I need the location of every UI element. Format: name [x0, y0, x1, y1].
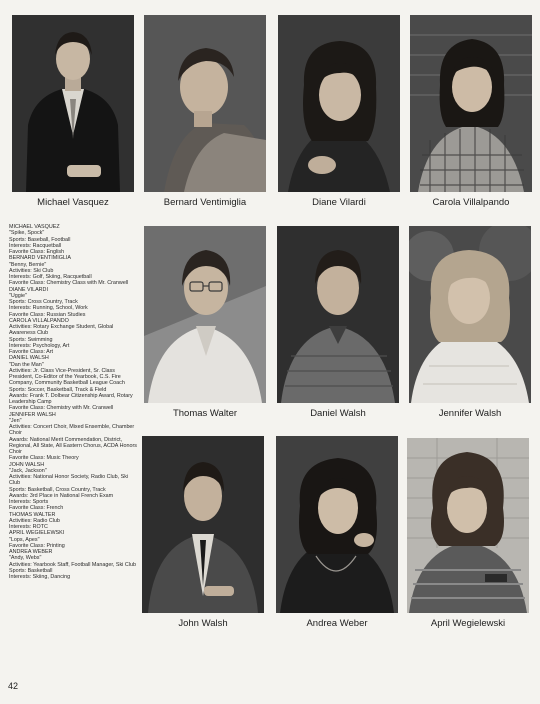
- bio-line: Favorite Class: Art: [9, 349, 54, 355]
- page-number: 42: [8, 681, 19, 691]
- portrait-caption: Bernard Ventimiglia: [163, 197, 247, 208]
- bio-line: Awards: 3rd Place in National French Exam: [9, 492, 114, 499]
- portrait-caption: Carola Villalpando: [432, 197, 510, 208]
- bio-line: JENNIFER WALSH: [9, 411, 56, 418]
- bio-line: "Dan the Man": [9, 361, 44, 368]
- bio-line: MICHAEL VASQUEZ: [9, 224, 60, 230]
- bio-line: Sports: Cross Country, Track: [9, 299, 78, 305]
- bio-line: "Spike, Spock": [9, 230, 45, 237]
- portrait-photo-diane-vilardi: [278, 15, 400, 192]
- portrait-photo-daniel-walsh: [277, 226, 399, 403]
- bio-line: Awards: National Merit Commendation, District, Regional, All State, All Eastern Chorus, ACDA Honors Choir: [9, 436, 137, 455]
- bio-line: "Lops, Apes": [9, 536, 40, 543]
- bio-line: ANDREA WEBER: [9, 549, 53, 555]
- portrait-photo-andrea-weber: [276, 436, 398, 613]
- bio-line: Sports: Basketball, Cross Country, Track: [9, 486, 106, 493]
- bio-line: CAROLA VILLALPANDO: [9, 317, 69, 324]
- bio-line: Awards: Frank T. Dolbear Citizenship Award, Rotary Leadership Camp: [9, 392, 133, 405]
- bio-line: "Jack, Jackson": [9, 467, 47, 474]
- portrait-photo-john-walsh: [142, 436, 264, 613]
- bio-line: THOMAS WALTER: [9, 511, 56, 518]
- bio-line: "Benny, Bernie": [9, 261, 47, 268]
- bio-line: BERNARD VENTIMIGLIA: [9, 255, 72, 262]
- portrait-caption: April Wegielewski: [430, 618, 506, 629]
- bio-line: Interests: Running, School, Work: [9, 305, 88, 312]
- senior-bio-text: [9, 224, 137, 580]
- bio-line: Activities: Ski Club: [9, 267, 54, 274]
- bio-line: APRIL WEGIELEWSKI: [9, 530, 65, 537]
- portrait-caption: Daniel Walsh: [310, 408, 366, 419]
- bio-line: Interests: Racquetball: [9, 242, 62, 249]
- bio-line: Sports: Basketball: [9, 567, 53, 574]
- bio-line: Interests: ROTC: [9, 524, 48, 530]
- bio-line: Sports: Swimming: [9, 336, 53, 343]
- portrait-photo-carola-villalpando: [410, 15, 532, 192]
- bio-line: "Andy, Webs": [9, 555, 42, 562]
- bio-line: Activities: Radio Club: [9, 517, 60, 524]
- bio-line: Favorite Class: Music Theory: [9, 455, 79, 462]
- bio-line: Activities: Concert Choir, Mixed Ensemble, Chamber Choir: [9, 424, 135, 437]
- bio-line: Activities: Yearbook Staff, Football Manager, Ski Club: [9, 561, 136, 568]
- portrait-caption: Jennifer Walsh: [438, 408, 502, 419]
- bio-line: Sports: Baseball, Football: [9, 236, 71, 243]
- portrait-photo-thomas-walter: [144, 226, 266, 403]
- bio-line: "Jen": [9, 417, 22, 424]
- bio-line: Favorite Class: French: [9, 505, 64, 512]
- portrait-photo-bernard-ventimiglia: [144, 15, 266, 192]
- bio-line: DANIEL WALSH: [9, 355, 49, 362]
- bio-line: Activities: Jr. Class Vice-President, Sr. Class President, Co-Editor of the Yearbook, C.S. Fire Company, Community Basketball League Coach: [9, 367, 125, 387]
- bio-line: Interests: Psychology, Art: [9, 342, 70, 349]
- portrait-caption: Diane Vilardi: [312, 197, 366, 208]
- bio-line: Activities: Rotary Exchange Student, Global Awareness Club: [9, 324, 114, 337]
- portrait-photo-april-wegielewski: [407, 438, 529, 613]
- bio-line: Activities: National Honor Society, Radio Club, Ski Club: [9, 474, 129, 487]
- portrait-caption: Andrea Weber: [306, 618, 368, 629]
- bio-line: Favorite Class: Chemistry Class with Mr. Cranwell: [9, 280, 129, 287]
- bio-line: Favorite Class: Russian Studies: [9, 311, 86, 318]
- bio-line: "Uggie": [9, 292, 27, 299]
- portrait-photo-jennifer-walsh: [409, 226, 531, 403]
- bio-line: Sports: Soccer, Basketball, Track & Field: [9, 386, 107, 393]
- bio-line: Favorite Class: Printing: [9, 542, 65, 549]
- portrait-caption: John Walsh: [178, 618, 228, 629]
- bio-line: Favorite Class: Chemistry with Mr. Cranwell: [9, 405, 114, 412]
- bio-line: Interests: Golf, Skiing, Racquetball: [9, 274, 92, 280]
- bio-line: Favorite Class: English: [9, 249, 65, 255]
- bio-line: DIANE VILARDI: [9, 286, 48, 293]
- portrait-photo-michael-vasquez: [12, 15, 134, 192]
- bio-line: Interests: Sports: [9, 499, 49, 505]
- bio-line: JOHN WALSH: [9, 461, 45, 468]
- portrait-caption: Michael Vasquez: [37, 197, 109, 208]
- bio-line: Interests: Skiing, Dancing: [9, 574, 71, 580]
- portrait-caption: Thomas Walter: [172, 408, 238, 419]
